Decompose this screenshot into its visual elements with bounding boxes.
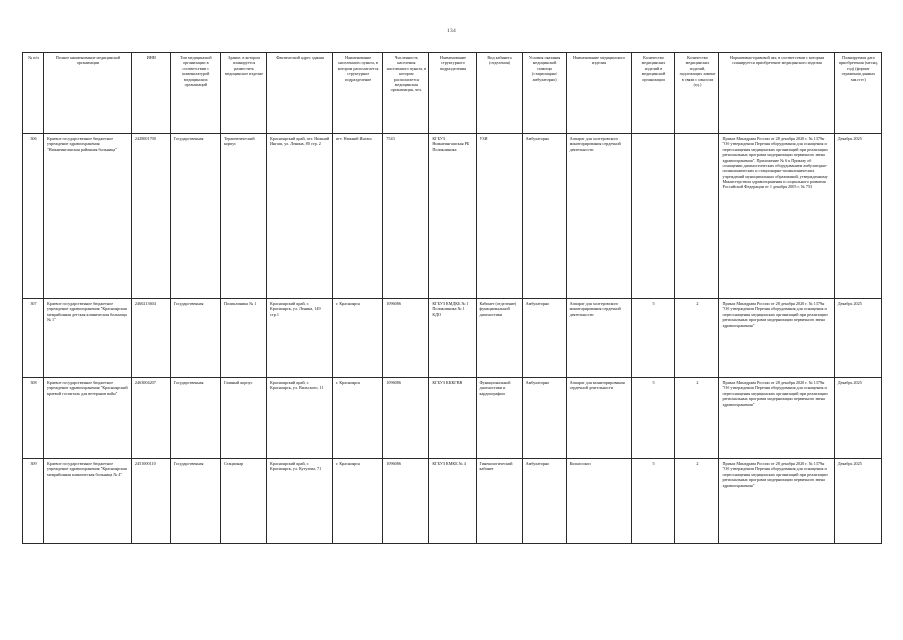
equipment-table-container — [22, 52, 882, 544]
cell-legal-act: Приказ Минздрава России от 28 декабря 2020 г. № 1379н "Об утверждении Перечня оборудования для оснащения и переоснащения медицинских организаций при реализации региональных программ модернизации первичного звена здравоохранения" — [719, 459, 834, 544]
cell-count-replace: 2 — [675, 378, 719, 459]
cell-organization: Краевое государственное бюджетное учреждение здравоохранения "Нижнеингашская районная больница" — [43, 134, 131, 299]
equipment-table — [22, 52, 882, 544]
cell-num: 307 — [23, 299, 44, 378]
cell-num: 308 — [23, 378, 44, 459]
cell-num: 309 — [23, 459, 44, 544]
col-header-org-type: Тип медицинской организации в соответствии с номенклатурой медицинских организаций — [170, 53, 220, 134]
cell-cabinet: Кабинет (отделение) функциональной диагностики — [476, 299, 522, 378]
col-header-building: Здание, в котором планируется разместить медицинское изделие — [220, 53, 266, 134]
cell-subdivision: КГБУЗ КМКБ № 4 — [429, 459, 476, 544]
cell-building: Стационар — [220, 459, 266, 544]
cell-locality: г. Красноярск — [333, 459, 383, 544]
cell-org-type: Государственная — [170, 378, 220, 459]
cell-population: 1096086 — [383, 378, 429, 459]
cell-inn: 2460213604 — [131, 299, 170, 378]
cell-organization: Краевое государственное бюджетное учреждение здравоохранения "Красноярский краевой госпиталь для ветеранов войн" — [43, 378, 131, 459]
cell-legal-act: Приказ Минздрава России от 28 декабря 2020 г. № 1379н "Об утверждении Перечня оборудования для оснащения и переоснащения медицинских организаций при реализации региональных программ модернизации первичного звена здравоохранения" — [719, 378, 834, 459]
cell-population: 1096086 — [383, 299, 429, 378]
cell-cabinet: Функциональной диагностики и кардиографии — [476, 378, 522, 459]
cell-population: 7543 — [383, 134, 429, 299]
cell-address: Красноярский край, г. Красноярск, ул. Кутузова, 71 — [267, 459, 333, 544]
col-header-count-replace: Количество медицинских изделий, подлежащих замене в связи с износом (ед.) — [675, 53, 719, 134]
cell-cabinet: УЗИ — [476, 134, 522, 299]
cell-count-replace — [675, 134, 719, 299]
col-header-count-total: Количество медицинских изделий в медицинской организации — [631, 53, 675, 134]
cell-legal-act: Приказ Минздрава России от 28 декабря 2020 г. № 1379н "Об утверждении Перечня оборудования для оснащения и переоснащения медицинских организаций при реализации региональных программ модернизации первичного звена здравоохранения". Приложение № 6 к Приказу об оснащении диагностических оборудованием амбулаторно-поликлинических и стационарно-поликлинических учреждений муниципальных образований, утвержденному Министерством здравоохранения и социального развития Российской Федерации от 1 декабря 2005 г. № 753 — [719, 134, 834, 299]
cell-locality: пгт. Нижний Ингаш — [333, 134, 383, 299]
cell-legal-act: Приказ Минздрава России от 28 декабря 2020 г. № 1379н "Об утверждении Перечня оборудования для оснащения и переоснащения медицинских организаций при реализации региональных программ модернизации первичного звена здравоохранения" — [719, 299, 834, 378]
cell-inn: 2428001700 — [131, 134, 170, 299]
cell-locality: г. Красноярск — [333, 299, 383, 378]
cell-purchase-date: Декабрь 2025 — [834, 299, 881, 378]
col-header-locality: Наименование населенного пункта, в котором располагается структурное подразделение — [333, 53, 383, 134]
cell-conditions: Амбулаторно — [522, 378, 566, 459]
cell-org-type: Государственная — [170, 459, 220, 544]
cell-building: Главный корпус — [220, 378, 266, 459]
table-header-row — [23, 53, 882, 134]
cell-purchase-date: Декабрь 2025 — [834, 378, 881, 459]
cell-building: Терапевтический корпус — [220, 134, 266, 299]
page-number: 134 — [446, 28, 457, 34]
cell-org-type: Государственная — [170, 299, 220, 378]
cell-population: 1096086 — [383, 459, 429, 544]
cell-count-total: 5 — [631, 299, 675, 378]
cell-device: Аппарат для холтеровского мониторирования сердечной деятельности — [566, 299, 631, 378]
col-header-conditions: Условия оказания медицинской помощи (стационарно/ амбулаторно) — [522, 53, 566, 134]
cell-purchase-date: Декабрь 2025 — [834, 459, 881, 544]
col-header-purchase-date: Планируемая дата приобретения (месяц, год) (формат отражения данных мм.гггг) — [834, 53, 881, 134]
col-header-num: № п/п — [23, 53, 44, 134]
cell-device: Аппарат для мониторирования сердечной деятельности — [566, 378, 631, 459]
col-header-population: Численность населения населенного пункта, в котором располагается медицинская организация, чел. — [383, 53, 429, 134]
cell-conditions: Амбулаторно — [522, 459, 566, 544]
cell-org-type: Государственная — [170, 134, 220, 299]
cell-organization: Краевое государственное бюджетное учреждение здравоохранения "Красноярская межрайонная клиническая больница № 4" — [43, 459, 131, 544]
cell-purchase-date: Декабрь 2025 — [834, 134, 881, 299]
cell-device: Аппарат для холтеровского мониторирования сердечной деятельности — [566, 134, 631, 299]
col-header-inn: ИНН — [131, 53, 170, 134]
col-header-cabinet: Вид кабинета (отделения) — [476, 53, 522, 134]
cell-count-replace: 2 — [675, 459, 719, 544]
cell-subdivision: КГБУЗ Нижнеингашская РБ Поликлиника — [429, 134, 476, 299]
col-header-device: Наименование медицинского изделия — [566, 53, 631, 134]
cell-address: Красноярский край, г. Красноярск, ул. Ленина, 149 стр.1 — [267, 299, 333, 378]
cell-subdivision: КГБУЗ КККГВВ — [429, 378, 476, 459]
col-header-organization: Полное наименование медицинской организации — [43, 53, 131, 134]
cell-locality: г. Красноярск — [333, 378, 383, 459]
cell-address: Красноярский край, пгт. Нижний Ингаш, ул. Ленина, 80 стр. 2 — [267, 134, 333, 299]
cell-organization: Краевое государственное бюджетное учреждение здравоохранения "Красноярская межрайонная детская клиническая больница № 1" — [43, 299, 131, 378]
cell-count-replace: 2 — [675, 299, 719, 378]
table-row — [23, 378, 882, 459]
table-row — [23, 459, 882, 544]
cell-address: Красноярский край, г. Красноярск, ул. Вильского, 11 — [267, 378, 333, 459]
cell-cabinet: Гинекологический кабинет — [476, 459, 522, 544]
cell-inn: 2451000110 — [131, 459, 170, 544]
cell-conditions: Амбулаторно — [522, 134, 566, 299]
col-header-address: Фактический адрес здания — [267, 53, 333, 134]
cell-conditions: Амбулаторно — [522, 299, 566, 378]
col-header-subdivision: Наименование структурного подразделения — [429, 53, 476, 134]
cell-num: 306 — [23, 134, 44, 299]
cell-building: Поликлиника № 1 — [220, 299, 266, 378]
cell-subdivision: КГБУЗ КМДКБ № 1 Поликлиника № 1 КДО — [429, 299, 476, 378]
col-header-legal-act: Нормативно-правовой акт, в соответствии с которым планируется приобретение медицинского изделия — [719, 53, 834, 134]
cell-device: Кольпоскоп — [566, 459, 631, 544]
table-row — [23, 134, 882, 299]
cell-inn: 2463004207 — [131, 378, 170, 459]
cell-count-total — [631, 134, 675, 299]
cell-count-total: 5 — [631, 378, 675, 459]
cell-count-total: 5 — [631, 459, 675, 544]
table-body — [23, 134, 882, 544]
table-row — [23, 299, 882, 378]
